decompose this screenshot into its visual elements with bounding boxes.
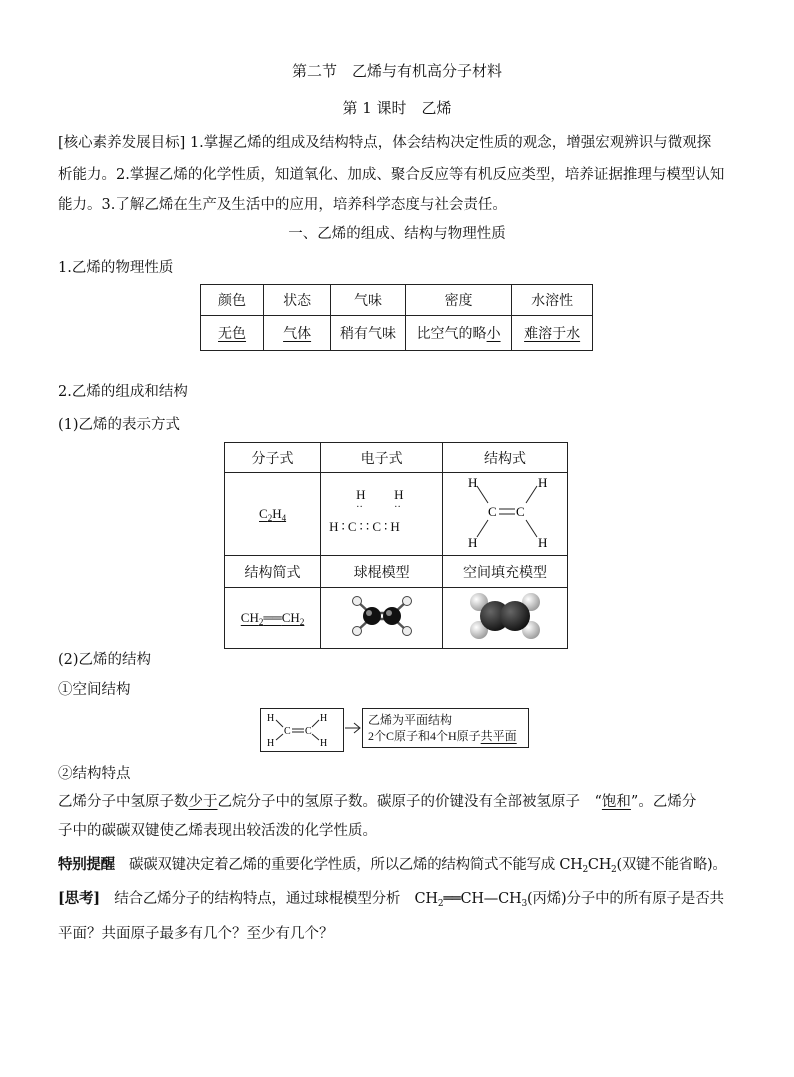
value-state: 气体 [264, 316, 331, 351]
goals-label: [核心素养发展目标] [58, 135, 186, 151]
value-density: 比空气的略小 [405, 316, 511, 351]
arrow-icon [344, 720, 362, 736]
svg-text:C: C [284, 726, 291, 737]
header-state: 状态 [264, 285, 331, 316]
molecular-formula: $C_2H_4$ [259, 505, 287, 523]
electron-formula-cell [321, 473, 443, 556]
molecular-formula-cell [225, 473, 321, 556]
think-question-line-2: 平面？共面原子最多有几个？至少有几个？ [58, 926, 334, 942]
structural-formula-diagram [444, 473, 566, 551]
header-ball-stick: 球棍模型 [321, 556, 443, 588]
simple-formula-cell [225, 588, 321, 649]
svg-text:H: H [267, 713, 275, 724]
svg-text:C: C [305, 726, 312, 737]
header-structural-formula: 结构式 [443, 443, 568, 473]
header-color: 颜色 [201, 285, 264, 316]
svg-text:H: H [468, 535, 478, 550]
value-solubility: 难溶于水 [512, 316, 593, 351]
lesson-title: 第 1 课时 乙烯 [342, 99, 452, 117]
header-electron-formula: 电子式 [321, 443, 443, 473]
spatial-structure-heading: ①空间结构 [58, 682, 131, 698]
physical-properties-heading: 1.乙烯的物理性质 [58, 260, 174, 276]
goals-line-2: 析能力。2.掌握乙烯的化学性质，知道氧化、加成、聚合反应等有机反应类型，培养证据推理与模型认知 [58, 167, 725, 183]
svg-text:H: H [468, 475, 478, 490]
svg-text:H: H [267, 738, 275, 749]
feature-line-2: 子中的碳碳双键使乙烯表现出较活泼的化学性质。 [58, 823, 377, 839]
value-color: 无色 [201, 316, 264, 351]
simple-formula: $CH_2══CH_2$ [240, 609, 305, 627]
ball-stick-model-image [347, 591, 417, 641]
goals-line-1 [58, 128, 738, 159]
composition-heading: 2.乙烯的组成和结构 [58, 384, 188, 400]
ethylene-structure-box [260, 708, 344, 752]
representation-heading: (1)乙烯的表示方式 [58, 417, 181, 433]
feature-heading: ②结构特点 [58, 766, 131, 782]
space-filling-model-image [465, 589, 545, 643]
svg-text:H: H [320, 738, 328, 749]
space-filling-cell [443, 588, 568, 649]
header-space-filling: 空间填充模型 [443, 556, 568, 588]
svg-text:H: H [538, 475, 548, 490]
feature-line-1: 乙烯分子中氢原子数少于乙烷分子中的氢原子数。碳原子的价键没有全部被氢原子 “饱和”。乙烯分 [58, 794, 697, 810]
section-title: 第二节 乙烯与有机高分子材料 [291, 62, 502, 80]
section-heading: 一、乙烯的组成、结构与物理性质 [288, 226, 506, 242]
think-question-line-1: [思考] 结合乙烯分子的结构特点，通过球棍模型分析 $CH_2══CH—CH_3$(丙烯)分子中的所有原子是否共 [58, 890, 724, 909]
goals-line-3: 能力。3.了解乙烯在生产及生活中的应用，培养科学态度与社会责任。 [58, 197, 507, 213]
svg-text:C: C [488, 504, 497, 519]
value-odor: 稍有气味 [331, 316, 406, 351]
goals-text-1: 1.掌握乙烯的组成及结构特点，体会结构决定性质的观念，增强宏观辨识与微观探 [189, 135, 712, 151]
special-note-label: 特别提醒 [58, 856, 115, 873]
header-molecular-formula: 分子式 [225, 443, 321, 473]
representation-table [224, 442, 568, 649]
header-density: 密度 [405, 285, 511, 316]
special-note: 特别提醒 碳碳双键决定着乙烯的重要化学性质，所以乙烯的结构简式不能写成 $CH_2CH_2$(双键不能省略)。 [58, 856, 727, 875]
ethylene-small-structure [261, 709, 343, 751]
header-simple-formula: 结构简式 [225, 556, 321, 588]
header-solubility: 水溶性 [512, 285, 593, 316]
svg-text:C: C [516, 504, 525, 519]
electron-formula: H H ·· ·· H∶C∶∶C∶H [329, 487, 404, 534]
structural-formula-cell [443, 473, 568, 556]
think-label: [思考] [58, 890, 100, 907]
svg-text:H: H [320, 713, 328, 724]
physical-properties-table [200, 284, 593, 351]
planar-structure-note: 乙烯为平面结构 2个C原子和4个H原子共平面 [362, 708, 529, 748]
ball-stick-cell [321, 588, 443, 649]
structure-heading: (2)乙烯的结构 [58, 652, 152, 668]
svg-text:H: H [538, 535, 548, 550]
header-odor: 气味 [331, 285, 406, 316]
